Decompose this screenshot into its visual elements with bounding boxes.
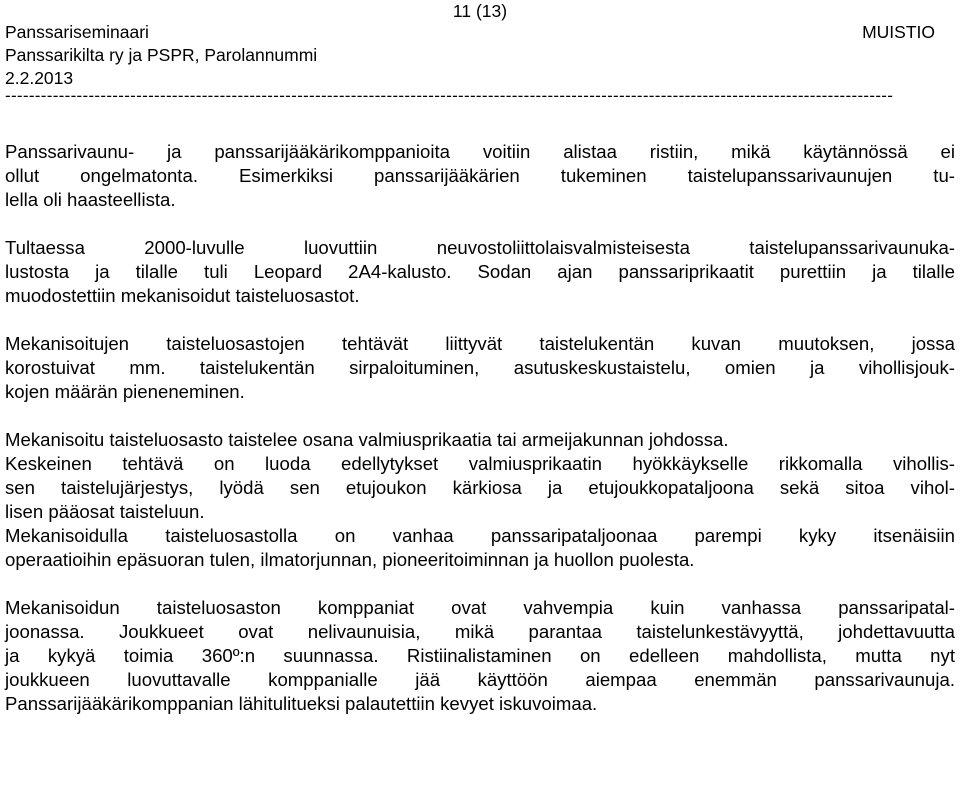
- text-line: Mekanisoitujen taisteluosastojen tehtävät liittyvät taistelukentän kuvan muutoksen, jossa: [5, 333, 955, 354]
- text-line: ja kykyä toimia 360º:n suunnassa. Ristiinalistaminen on edelleen mahdollista, mutta nyt: [5, 645, 955, 666]
- document-type: MUISTIO: [862, 22, 935, 42]
- text-line: Mekanisoitu taisteluosasto taistelee osana valmiusprikaatia tai armeijakunnan johdossa.: [5, 429, 729, 450]
- text-line: lella oli haasteellista.: [5, 189, 176, 210]
- document-date: 2.2.2013: [5, 68, 74, 88]
- paragraph: [5, 596, 955, 716]
- text-line: joukkueen luovuttavalle komppanialle jää käyttöön aiempaa enemmän panssarivaunuja.: [5, 669, 955, 690]
- text-line: ollut ongelmatonta. Esimerkiksi panssarijääkärien tukeminen taistelupanssarivaunujen tu-: [5, 165, 955, 186]
- paragraph: [5, 140, 955, 212]
- text-line: Tultaessa 2000-luvulle luovuttiin neuvostoliittolaisvalmisteisesta taistelupanssarivaunuka-: [5, 237, 955, 258]
- text-line: Panssarivaunu- ja panssarijääkärikomppanioita voitiin alistaa ristiin, mikä käytännössä ei: [5, 141, 955, 162]
- paragraph: [5, 428, 955, 524]
- text-line: kojen määrän pieneneminen.: [5, 381, 245, 402]
- text-line: lisen pääosat taisteluun.: [5, 501, 205, 522]
- text-line: Mekanisoidulla taisteluosastolla on vanhaa panssaripataljoonaa parempi kyky itsenäisiin: [5, 525, 955, 546]
- text-line: korostuivat mm. taistelukentän sirpaloituminen, asutuskeskustaistelu, omien ja vihollisjouk-: [5, 357, 955, 378]
- document-header: [5, 0, 955, 110]
- text-line: operaatioihin epäsuoran tulen, ilmatorjunnan, pioneeritoiminnan ja huollon puolesta.: [5, 549, 695, 570]
- text-line: muodostettiin mekanisoidut taisteluosastot.: [5, 285, 360, 306]
- text-line: Mekanisoidun taisteluosaston komppaniat ovat vahvempia kuin vanhassa panssaripatal-: [5, 597, 955, 618]
- header-subtitle: Panssarikilta ry ja PSPR, Parolannummi: [5, 45, 318, 65]
- text-line: joonassa. Joukkueet ovat nelivaunuisia, mikä parantaa taistelunkestävyyttä, johdettavuutta: [5, 621, 955, 642]
- text-line: lustosta ja tilalle tuli Leopard 2A4-kalusto. Sodan ajan panssariprikaatit purettiin ja tilalle: [5, 261, 955, 282]
- text-line: Keskeinen tehtävä on luoda edellytykset valmiusprikaatin hyökkäykselle rikkomalla vihollis-: [5, 453, 955, 474]
- header-separator: -----------------------------------------------------------------------------------------------------------------------------------------------------: [5, 86, 894, 105]
- organization-name: Panssariseminaari: [5, 22, 149, 42]
- document-body: [5, 140, 955, 716]
- paragraph: [5, 236, 955, 308]
- paragraph: [5, 524, 955, 572]
- paragraph: [5, 332, 955, 404]
- text-line: sen taistelujärjestys, lyödä sen etujoukon kärkiosa ja etujoukkopataljoona sekä sitoa vihol-: [5, 477, 955, 498]
- text-line: Panssarijääkärikomppanian lähitulitueksi palautettiin kevyet iskuvoimaa.: [5, 693, 598, 714]
- page-number: 11 (13): [452, 1, 508, 21]
